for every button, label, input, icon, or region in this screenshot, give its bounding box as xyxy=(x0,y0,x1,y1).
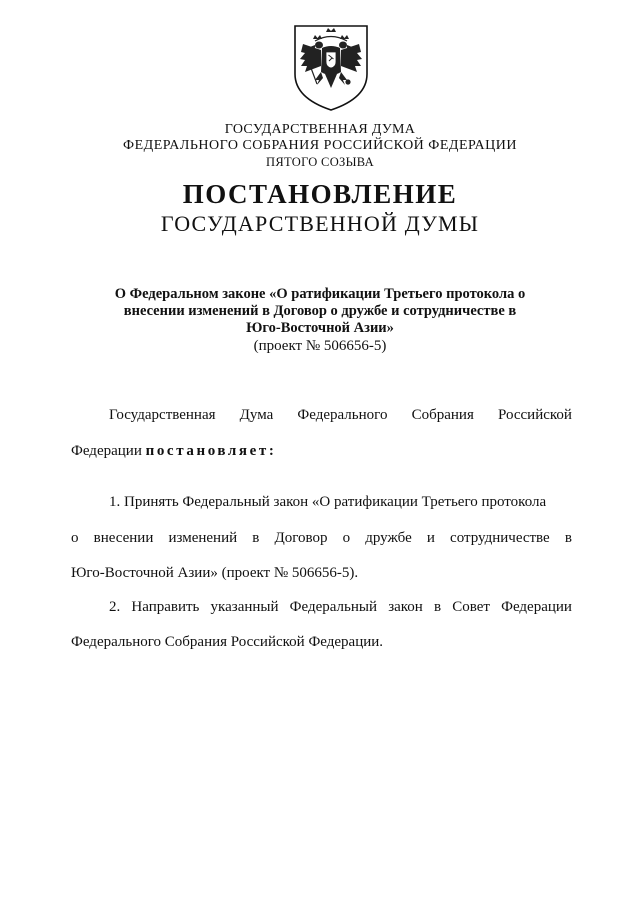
preamble-word: Собрания xyxy=(411,407,474,423)
preamble-line-1 xyxy=(109,406,572,424)
item-word: Федеральный xyxy=(289,599,378,615)
preamble-word: Дума xyxy=(239,407,274,423)
russian-coat-of-arms-icon xyxy=(291,22,371,112)
item-word: Федерации xyxy=(501,599,572,615)
preamble-line-2 xyxy=(71,442,276,460)
item-2-line-2: Федерального Собрания Российской Федерации. xyxy=(71,634,384,650)
item-word: Договор xyxy=(274,530,328,546)
item-1-line-1: 1. Принять Федеральный закон «О ратификации Третьего протокола xyxy=(109,494,547,510)
item-word: и xyxy=(426,530,435,546)
item-word: сотрудничестве xyxy=(450,530,550,546)
item-1-line-3: Юго-Восточной Азии» (проект № 506656-5). xyxy=(71,565,359,581)
header-line-duma: ГОСУДАРСТВЕННАЯ ДУМА xyxy=(224,122,416,137)
decree-keyword: постановляет: xyxy=(145,443,277,459)
document-type-title: ПОСТАНОВЛЕНИЕ xyxy=(182,179,458,209)
item-word: дружбе xyxy=(365,530,412,546)
project-number: (проект № 506656-5) xyxy=(253,338,387,354)
subject-line-1: О Федеральном законе «О ратификации Третьего протокола о xyxy=(114,286,526,302)
item-word: в xyxy=(564,530,572,546)
item-word: указанный xyxy=(210,599,279,615)
header-line-federal-assembly: ФЕДЕРАЛЬНОГО СОБРАНИЯ РОССИЙСКОЙ ФЕДЕРАЦИИ xyxy=(123,138,517,153)
item-word: 2. xyxy=(109,599,121,615)
item-word: о xyxy=(71,530,79,546)
header-line-convocation: ПЯТОГО СОЗЫВА xyxy=(266,155,374,169)
document-issuer-title: ГОСУДАРСТВЕННОЙ ДУМЫ xyxy=(160,211,480,236)
item-word: о xyxy=(342,530,351,546)
preamble-prefix: Федерации xyxy=(71,443,142,459)
item-word: Совет xyxy=(452,599,490,615)
item-word: в xyxy=(252,530,260,546)
item-1-line-2 xyxy=(71,529,572,547)
item-word: Направить xyxy=(131,599,200,615)
subject-line-3: Юго-Восточной Азии» xyxy=(246,320,394,336)
subject-line-2: внесении изменений в Договор о дружбе и сотрудничестве в xyxy=(123,303,517,319)
item-word: закон xyxy=(388,599,423,615)
preamble-word: Государственная xyxy=(109,407,216,423)
item-2-line-1 xyxy=(109,598,572,616)
item-word: внесении xyxy=(93,530,154,546)
preamble-word: Российской xyxy=(498,407,572,423)
item-word: в xyxy=(433,599,442,615)
preamble-word: Федерального xyxy=(297,407,388,423)
item-word: изменений xyxy=(168,530,238,546)
